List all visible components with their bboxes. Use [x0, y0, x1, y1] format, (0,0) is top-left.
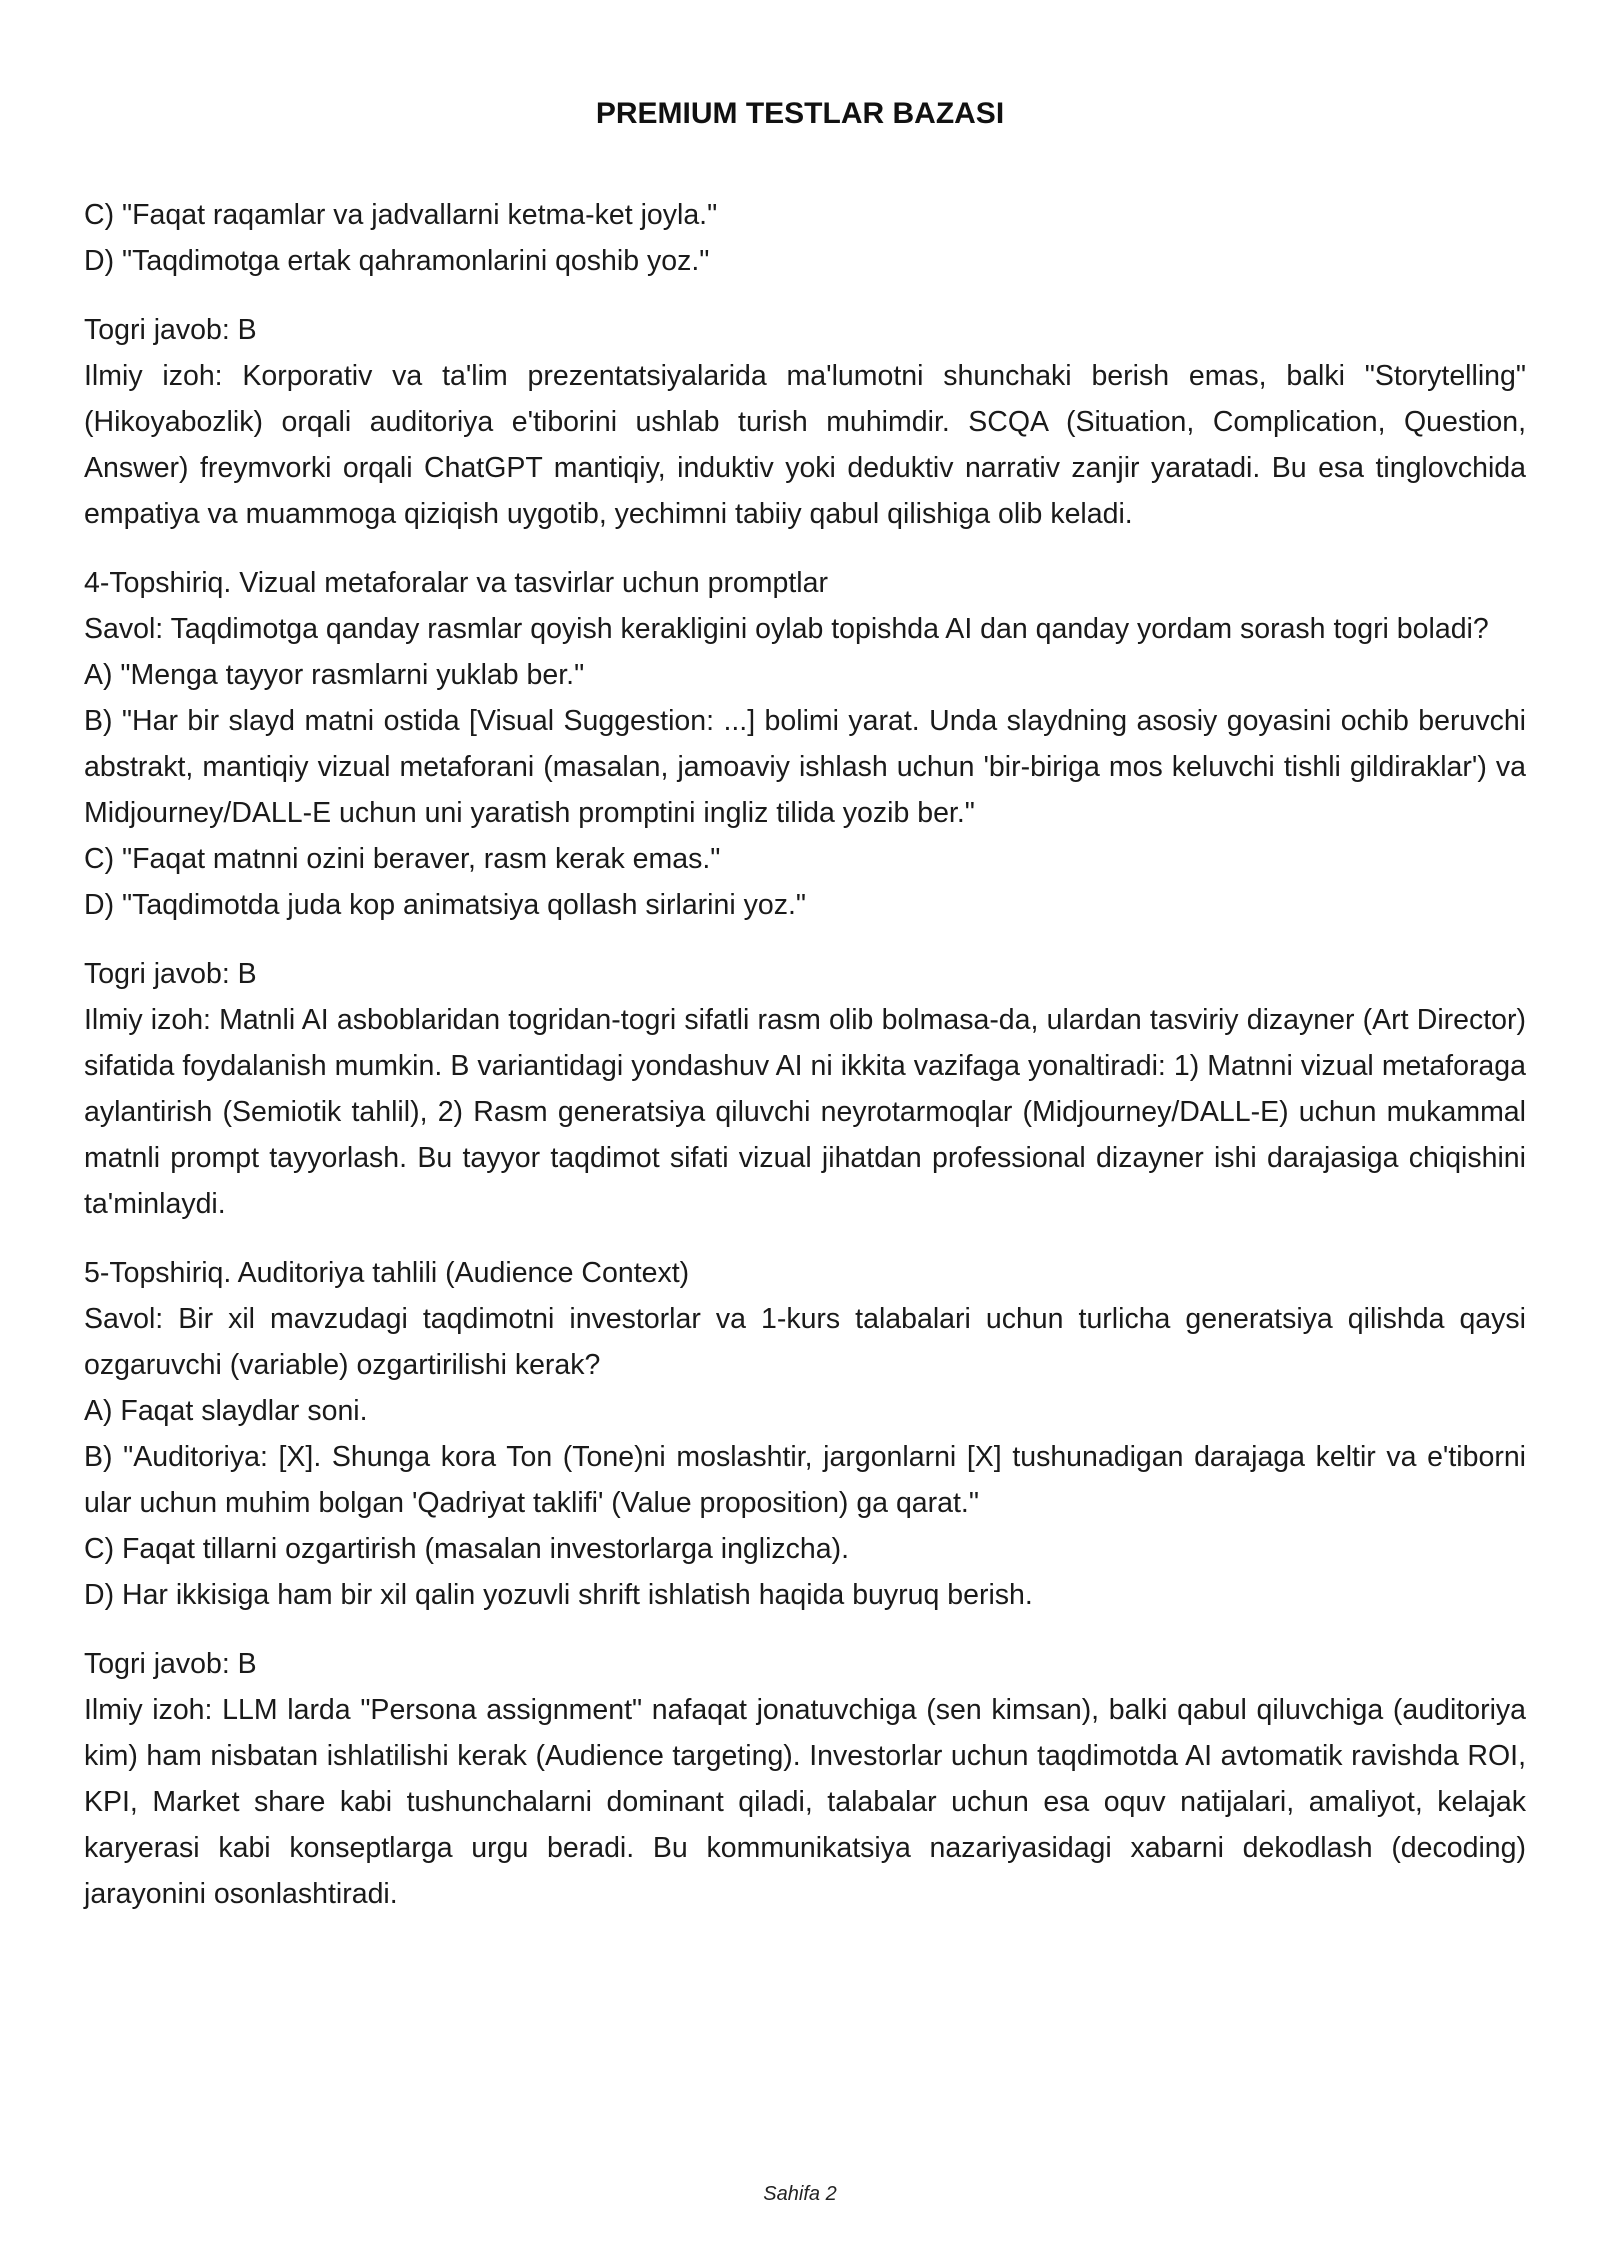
question-text: Savol: Taqdimotga qanday rasmlar qoyish kerakligini oylab topishda AI dan qanday yordam sorash togri boladi?	[84, 613, 1489, 645]
option-d: D) Har ikkisiga ham bir xil qalin yozuvli shrift ishlatish haqida buyruq berish.	[84, 1579, 1033, 1611]
question-3-tail	[84, 192, 1526, 284]
scientific-explanation: Ilmiy izoh: Matnli AI asboblaridan togridan-togri sifatli rasm olib bolmasa-da, ulardan tasviriy dizayner (Art Director) sifatida foydalanish mumkin. B variantidagi yondashuv AI ni ikkita vazifaga yonaltiradi: 1) Matnni vizual metaforaga aylantirish (Semiotik tahlil), 2) Rasm generatsiya qiluvchi neyrotarmoqlar (Midjourney/DALL-E) uchun mukammal matnli prompt tayyorlash. Bu tayyor taqdimot sifati vizual jihatdan professional dizayner ishi darajasiga chiqishini ta'minlaydi.	[84, 1004, 1526, 1220]
option-d: D) "Taqdimotga ertak qahramonlarini qoshib yoz."	[84, 245, 710, 277]
answer-block-5	[84, 1641, 1526, 1917]
task-heading: 4-Topshiriq. Vizual metaforalar va tasvirlar uchun promptlar	[84, 567, 828, 599]
task-heading: 5-Topshiriq. Auditoriya tahlili (Audience Context)	[84, 1257, 690, 1289]
option-b: B) "Har bir slayd matni ostida [Visual Suggestion: ...] bolimi yarat. Unda slaydning asosiy goyasini ochib beruvchi abstrakt, mantiqiy vizual metaforani (masalan, jamoaviy ishlash uchun 'bir-biriga mos keluvchi tishli gildiraklar') va Midjourney/DALL-E uchun uni yaratish promptini ingliz tilida yozib ber."	[84, 705, 1526, 829]
question-4	[84, 560, 1526, 928]
option-b: B) "Auditoriya: [X]. Shunga kora Ton (Tone)ni moslashtir, jargonlarni [X] tushunadigan darajaga keltir va e'tiborni ular uchun muhim bolgan 'Qadriyat taklifi' (Value proposition) ga qarat."	[84, 1441, 1526, 1519]
scientific-explanation: Ilmiy izoh: LLM larda "Persona assignment" nafaqat jonatuvchiga (sen kimsan), balki qabul qiluvchiga (auditoriya kim) ham nisbatan ishlatilishi kerak (Audience targeting). Investorlar uchun taqdimotda AI avtomatik ravishda ROI, KPI, Market share kabi tushunchalarni dominant qiladi, talabalar uchun esa oquv natijalari, amaliyot, kelajak karyerasi kabi konseptlarga urgu beradi. Bu kommunikatsiya nazariyasidagi xabarni dekodlash (decoding) jarayonini osonlashtiradi.	[84, 1694, 1526, 1910]
answer-block-3	[84, 307, 1526, 537]
correct-answer: Togri javob: B	[84, 958, 257, 990]
answer-block-4	[84, 951, 1526, 1227]
option-c: C) "Faqat raqamlar va jadvallarni ketma-ket joyla."	[84, 199, 718, 231]
page-number: Sahifa 2	[763, 2183, 837, 2205]
scientific-explanation: Ilmiy izoh: Korporativ va ta'lim prezentatsiyalarida ma'lumotni shunchaki berish emas, balki "Storytelling" (Hikoyabozlik) orqali auditoriya e'tiborini ushlab turish muhimdir. SCQA (Situation, Complication, Question, Answer) freymvorki orqali ChatGPT mantiqiy, induktiv yoki deduktiv narrativ zanjir yaratadi. Bu esa tinglovchida empatiya va muammoga qiziqish uygotib, yechimni tabiiy qabul qilishiga olib keladi.	[84, 360, 1526, 530]
question-5	[84, 1250, 1526, 1618]
document-body	[84, 192, 1526, 1917]
page-title: PREMIUM TESTLAR BAZASI	[595, 97, 1005, 130]
question-text: Savol: Bir xil mavzudagi taqdimotni investorlar va 1-kurs talabalari uchun turlicha generatsiya qilishda qaysi ozgaruvchi (variable) ozgartirilishi kerak?	[84, 1303, 1526, 1381]
option-a: A) Faqat slaydlar soni.	[84, 1395, 368, 1427]
option-d: D) "Taqdimotda juda kop animatsiya qollash sirlarini yoz."	[84, 889, 806, 921]
correct-answer: Togri javob: B	[84, 314, 257, 346]
option-c: C) "Faqat matnni ozini beraver, rasm kerak emas."	[84, 843, 721, 875]
option-a: A) "Menga tayyor rasmlarni yuklab ber."	[84, 659, 585, 691]
correct-answer: Togri javob: B	[84, 1648, 257, 1680]
option-c: C) Faqat tillarni ozgartirish (masalan investorlarga inglizcha).	[84, 1533, 850, 1565]
